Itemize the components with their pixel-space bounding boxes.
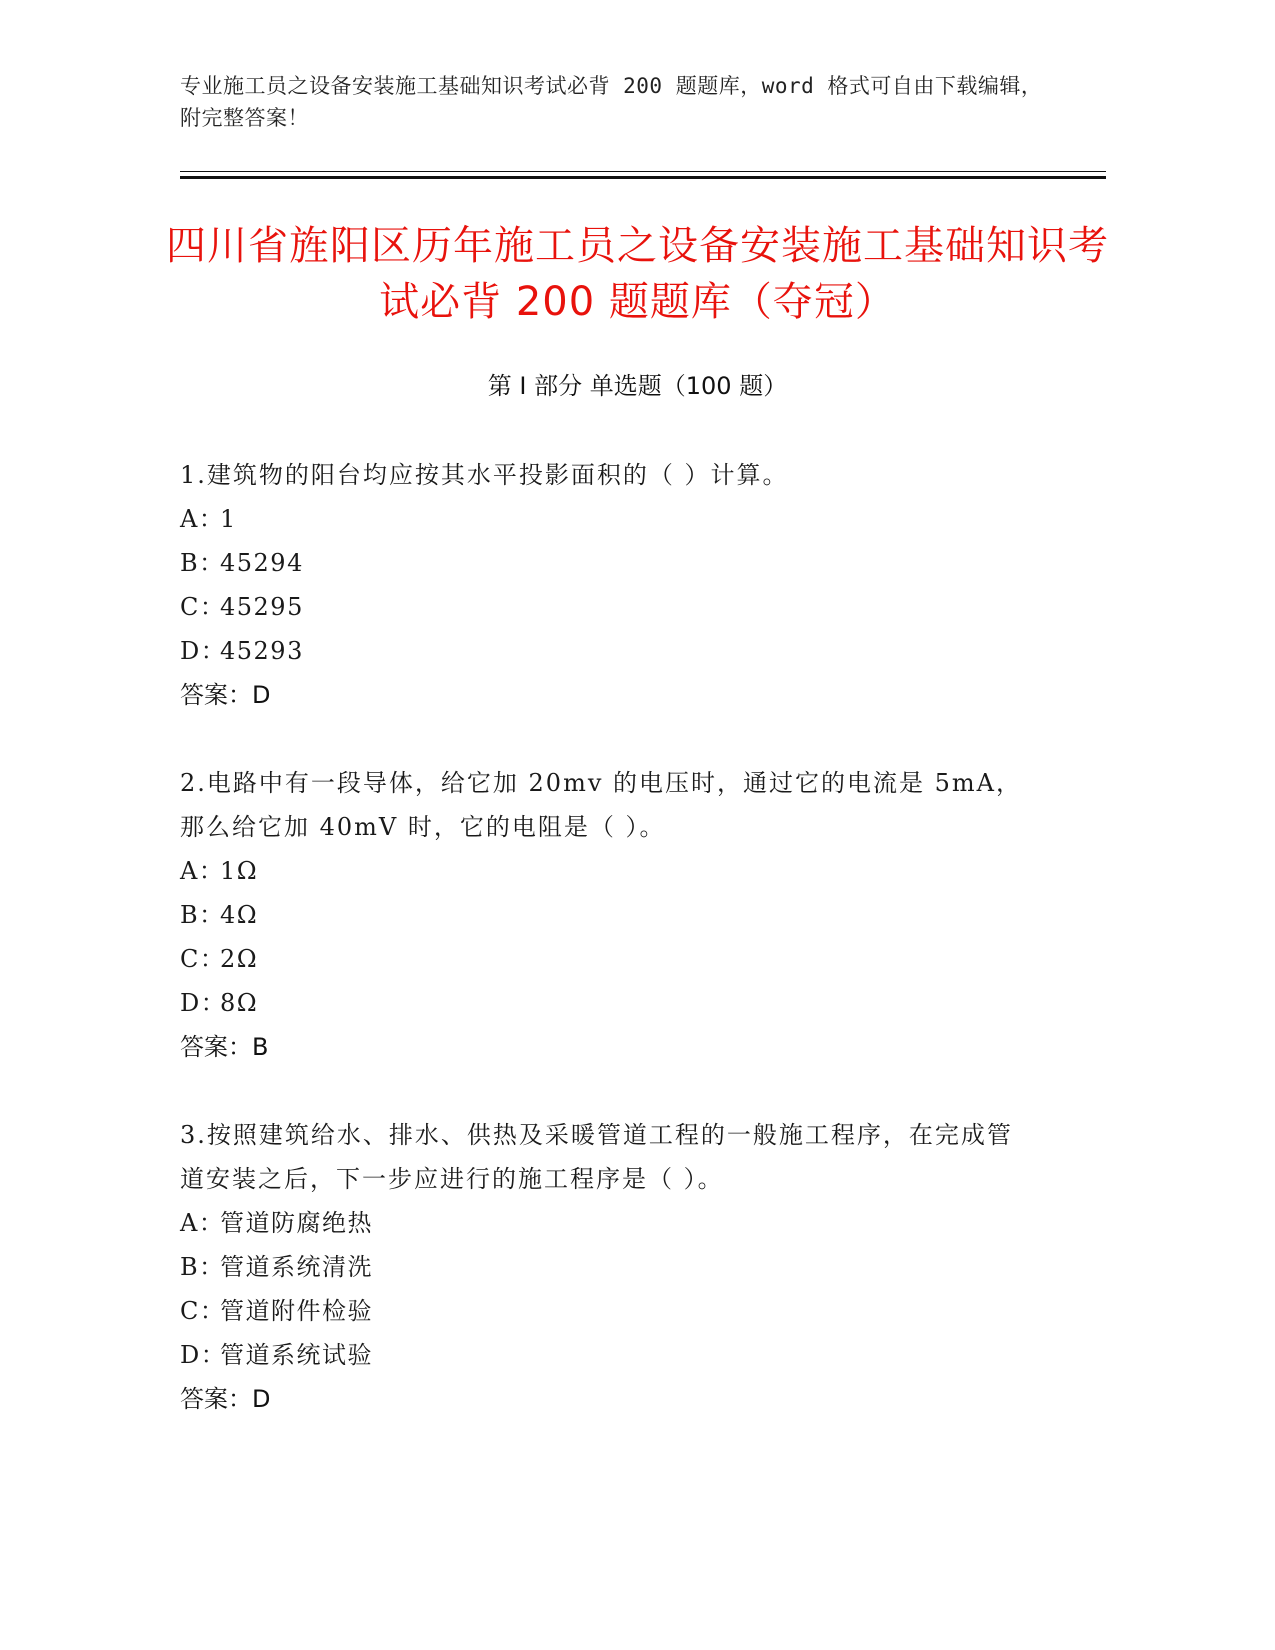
option-a [180, 849, 1030, 893]
option-key: C： [180, 945, 226, 973]
option-text: 管道附件检验 [220, 1297, 373, 1325]
option-d [180, 629, 1030, 673]
option-text: 1 [220, 505, 237, 533]
option-text: 45295 [220, 593, 304, 621]
option-a [180, 497, 1030, 541]
option-key: D： [180, 989, 227, 1017]
option-text: 管道系统试验 [220, 1341, 373, 1369]
question-1 [180, 453, 1030, 717]
question-list [180, 453, 1030, 1465]
option-key: B： [180, 549, 225, 577]
question-stem: 1.建筑物的阳台均应按其水平投影面积的（ ）计算。 [180, 461, 789, 489]
option-text: 8Ω [220, 989, 259, 1017]
option-c [180, 585, 1030, 629]
option-key: A： [180, 857, 225, 885]
question-2 [180, 761, 1030, 1069]
option-text: 1Ω [220, 857, 259, 885]
document-title: 四川省旌阳区历年施工员之设备安装施工基础知识考试必背 200 题题库（夺冠） [166, 223, 1109, 325]
option-key: A： [180, 505, 225, 533]
option-key: C： [180, 1297, 226, 1325]
header-note: 专业施工员之设备安装施工基础知识考试必背 200 题题库，word 格式可自由下载编辑，附完整答案！ [180, 74, 1043, 130]
option-text: 45294 [220, 549, 304, 577]
answer-line: 答案：B [180, 1033, 269, 1061]
option-b [180, 893, 1030, 937]
option-text: 2Ω [220, 945, 259, 973]
question-stem: 2.电路中有一段导体，给它加 20mv 的电压时，通过它的电流是 5mA，那么给它加 40mV 时，它的电阻是（ ）。 [180, 769, 1022, 841]
option-text: 4Ω [220, 901, 259, 929]
option-b [180, 1245, 1030, 1289]
option-a [180, 1201, 1030, 1245]
option-d [180, 1333, 1030, 1377]
option-c [180, 1289, 1030, 1333]
option-key: B： [180, 1253, 225, 1281]
answer-line: 答案：D [180, 681, 271, 709]
option-text: 管道系统清洗 [220, 1253, 373, 1281]
section-heading: 第 I 部分 单选题（100 题） [487, 372, 788, 400]
question-3 [180, 1113, 1030, 1421]
option-c [180, 937, 1030, 981]
answer-line: 答案：D [180, 1385, 271, 1413]
option-d [180, 981, 1030, 1025]
option-text: 45293 [220, 637, 304, 665]
option-b [180, 541, 1030, 585]
option-key: A： [180, 1209, 225, 1237]
option-key: D： [180, 637, 227, 665]
option-key: B： [180, 901, 225, 929]
option-text: 管道防腐绝热 [220, 1209, 373, 1237]
question-stem: 3.按照建筑给水、排水、供热及采暖管道工程的一般施工程序，在完成管道安装之后，下一步应进行的施工程序是（ ）。 [180, 1121, 1013, 1193]
header-divider-thin [180, 171, 1106, 172]
option-key: C： [180, 593, 226, 621]
option-key: D： [180, 1341, 227, 1369]
header-divider-thick [180, 176, 1106, 179]
